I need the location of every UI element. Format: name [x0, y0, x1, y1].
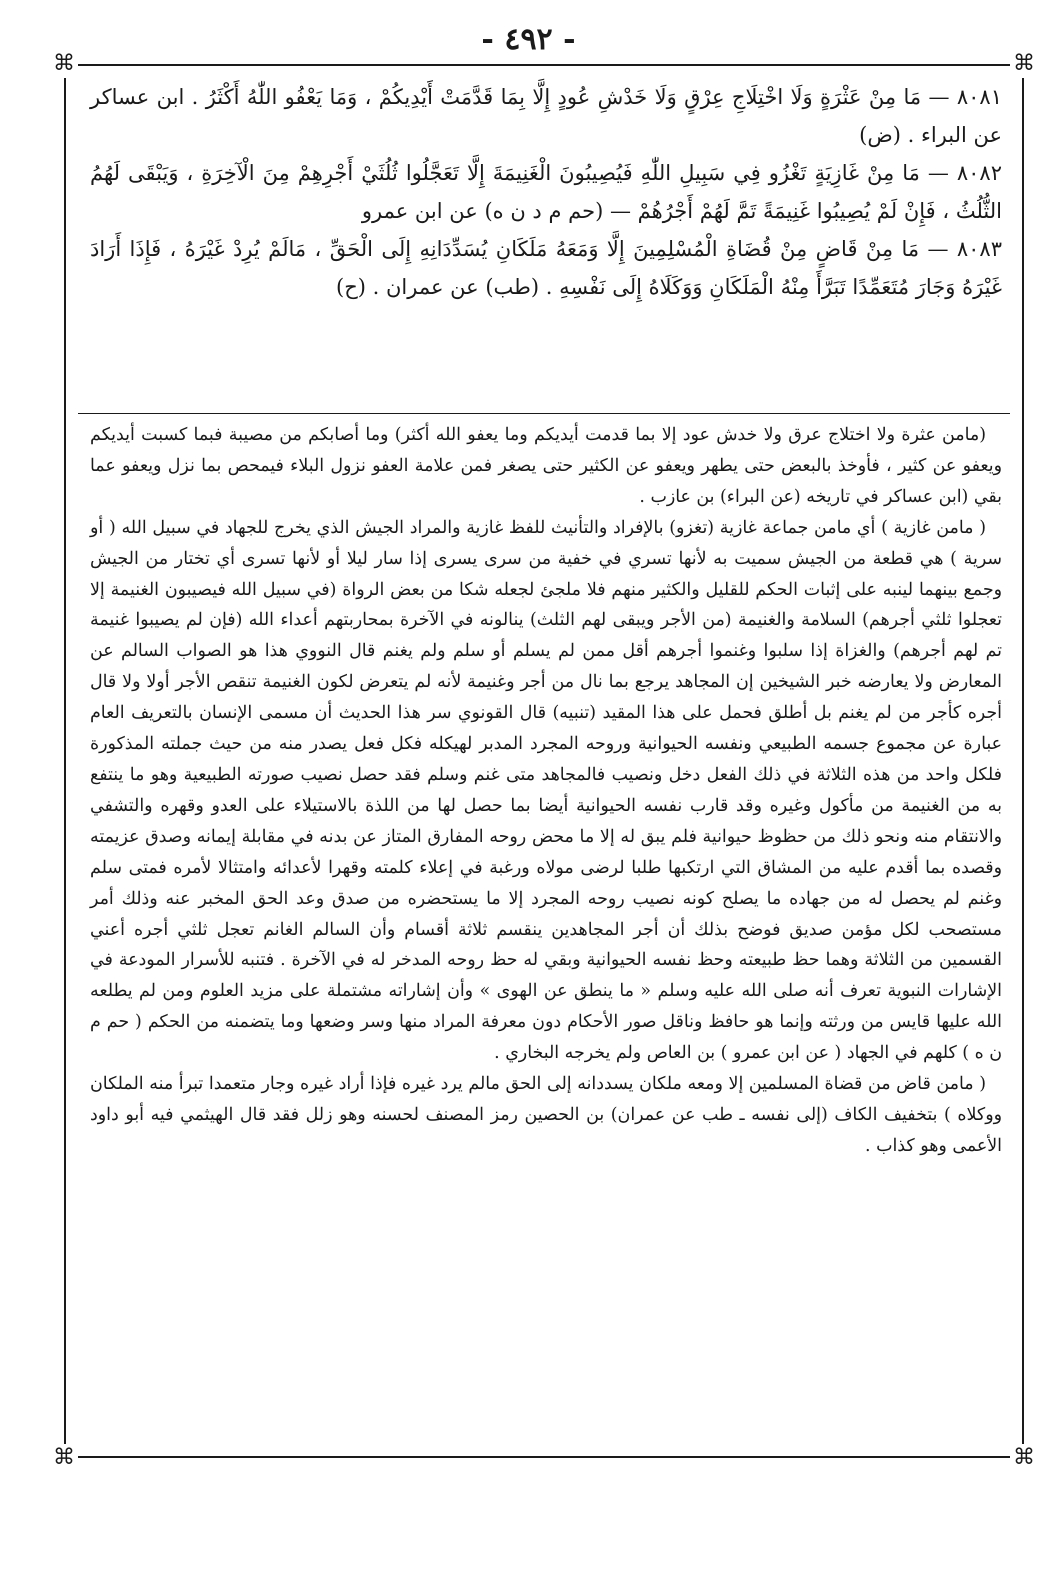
commentary-paragraph-8083: ( مامن قاض من قضاة المسلمين إلا ومعه ملكان يسددانه إلى الحق مالم يرد غيره فإذا أراد غيره وجار متعمدا تبرأ منه الملكان ووكلاه ) بتخفيف الكاف (إلى نفسه ـ طب عن عمران) بن الحصين رمز المصنف لحسنه وهو زلل فقد قال الهيثمي فيه أبو داود الأعمى وهو كذاب .: [90, 1074, 1002, 1156]
section-divider: [78, 413, 1010, 414]
hadith-8083: ٨٠٨٣ — مَا مِنْ قَاضٍ مِنْ قُضَاةِ الْمُسْلِمِينَ إِلَّا وَمَعَهُ مَلَكَانِ يُسَدِّدَانِهِ إِلَى الْحَقِّ ، مَالَمْ يُرِدْ غَيْرَهُ ، فَإِذَا أَرَادَ غَيْرَهُ وَجَارَ مُتَعَمِّدًا تَبَرَّأَ مِنْهُ الْمَلَكَانِ وَوَكَلَاهُ إِلَى نَفْسِهِ . (طب) عن عمران . (ح): [90, 237, 1002, 299]
corner-ornament-icon: ⌘: [1013, 51, 1035, 76]
commentary-block: [90, 420, 1002, 1162]
corner-ornament-icon: ⌘: [1013, 1445, 1035, 1470]
hadith-text-block: [90, 78, 1002, 306]
frame-right-border: [1022, 78, 1024, 1444]
page-number: - ٤٩٢ -: [481, 22, 576, 57]
frame-left-border: [64, 78, 66, 1444]
frame-top-border: [78, 64, 1010, 66]
corner-ornament-icon: ⌘: [53, 51, 75, 76]
corner-ornament-icon: ⌘: [53, 1445, 75, 1470]
commentary-paragraph-8081: (مامن عثرة ولا اختلاج عرق ولا خدش عود إلا بما قدمت أيديكم وما يعفو الله أكثر) وما أصابكم من مصيبة فبما كسبت أيديكم ويعفو عن كثير ، فأوخذ بالبعض حتى يطهر ويعفو عن الكثير حتى يصغر فمن علامة العفو نزول البلاء فيمحص بما نزل ويعفو عما بقي (ابن عساكر في تاريخه (عن البراء) بن عازب .: [90, 425, 1002, 507]
commentary-paragraph-8082: ( مامن غازية ) أي مامن جماعة غازية (تغزو) بالإفراد والتأنيث للفظ غازية والمراد الجيش الذي يخرج للجهاد في سبيل الله ( أو سرية ) هي قطعة من الجيش سميت به لأنها تسري في خفية من سرى يسرى إذا سار ليلا أو لأنها تسرى أي تختار من الجيش وجمع بينهما لينبه على إثبات الحكم للقليل والكثير منهم فلا ملجئ لجعله شكا من بعض الرواة (في سبيل الله فيصيبون الغنيمة إلا تعجلوا ثلثي أجرهم) السلامة والغنيمة (من الأجر ويبقى لهم الثلث) ينالونه في الآخرة بمحاربتهم أعداء الله (فإن لم يصيبوا غنيمة تم لهم أجرهم) والغزاة إذا سلبوا وغنموا أجرهم أقل ممن لم يسلم أو سلم ولم يغنم قال النووي هذا هو الصواب السالم عن المعارض ولا يعارضه خبر الشيخين إن المجاهد يرجع بما نال من أجر وغنيمة لأنه لم يتعرض لكون الغنيمة تنقص الأجر أولا ولا قال أجره كأجر من لم يغنم بل أطلق فحمل على هذا المقيد (تنبيه) قال القونوي سر هذا الحديث أن مسمى الإنسان بالتعريف العام عبارة عن مجموع جسمه الطبيعي ونفسه الحيوانية وروحه المجرد المدبر لهيكله فكل فعل يصدر منه من حيث جملته المذكورة فلكل واحد من هذه الثلاثة في ذلك الفعل دخل ونصيب فالمجاهد متى غنم وسلم فقد حصل نصيب صورته الطبيعية وهو ما ينتفع به من الغنيمة من مأكول وغيره وقد قارب نفسه الحيوانية أيضا بما حصل لها من اللذة بالاستيلاء على العدو وقهره والتشفي والانتقام منه ونحو ذلك من حظوظ حيوانية فلم يبق له إلا ما محض روحه المفارق المتاز عن بدنه في مقابلة إيمانه وصدق عزيمته وقصده بما أقدم عليه من المشاق التي ارتكبها طلبا لرضى مولاه ورغبة في إعلاء كلمته وقهرا لأعدائه وامتثالا لأمره فمتى سلم وغنم لم يحصل له من جهاده ما يصلح كونه نصيب روحه المجرد إلا ما يستحضره من صدق وعد الحق المخبر عنه وذلك أمر مستصحب لكل مؤمن صديق فوضح بذلك أن أجر المجاهدين ينقسم ثلاثة أقسام وأن السالم الغانم تعجل ثلثي أجره أعني القسمين من الثلاثة وهما حظ طبيعته وحظ نفسه الحيوانية وبقي له حظ روحه المدخر له في الآخرة . فتنبه للأسرار المودعة في الإشارات النبوية تعرف أنه صلى الله عليه وسلم « ما ينطق عن الهوى » وأن إشاراته مشتملة على مزيد العلوم ومن لم يطلعه الله عليها قايس من ورثته وإنما هو حافظ وناقل صور الأحكام دون معرفة المراد منها وسر وضعها وما يتضمنه من الحكم ( حم م ن ه ) كلهم في الجهاد ( عن ابن عمرو ) بن العاص ولم يخرجه البخاري .: [90, 517, 1002, 1064]
hadith-8081: ٨٠٨١ — مَا مِنْ عَثْرَةٍ وَلَا اخْتِلَاجِ عِرْقٍ وَلَا خَدْشِ عُودٍ إِلَّا بِمَا قَدَّمَتْ أَيْدِيكُمْ ، وَمَا يَعْفُو اللّٰهُ أَكْثَرُ . ابن عساكر عن البراء . (ض): [90, 85, 1002, 147]
hadith-8082: ٨٠٨٢ — مَا مِنْ غَازِيَةٍ تَغْزُو فِي سَبِيلِ اللّٰهِ فَيُصِيبُونَ الْغَنِيمَةَ إِلَّا تَعَجَّلُوا ثُلُثَيْ أَجْرِهِمْ مِنَ الْآخِرَةِ ، وَيَبْقَى لَهُمُ الثُّلُثُ ، فَإِنْ لَمْ يُصِيبُوا غَنِيمَةً تَمَّ لَهُمْ أَجْرُهُمْ — (حم م د ن ه) عن ابن عمرو: [90, 161, 1002, 223]
page-frame: [53, 51, 1035, 1470]
frame-bottom-border: [78, 1456, 1010, 1458]
